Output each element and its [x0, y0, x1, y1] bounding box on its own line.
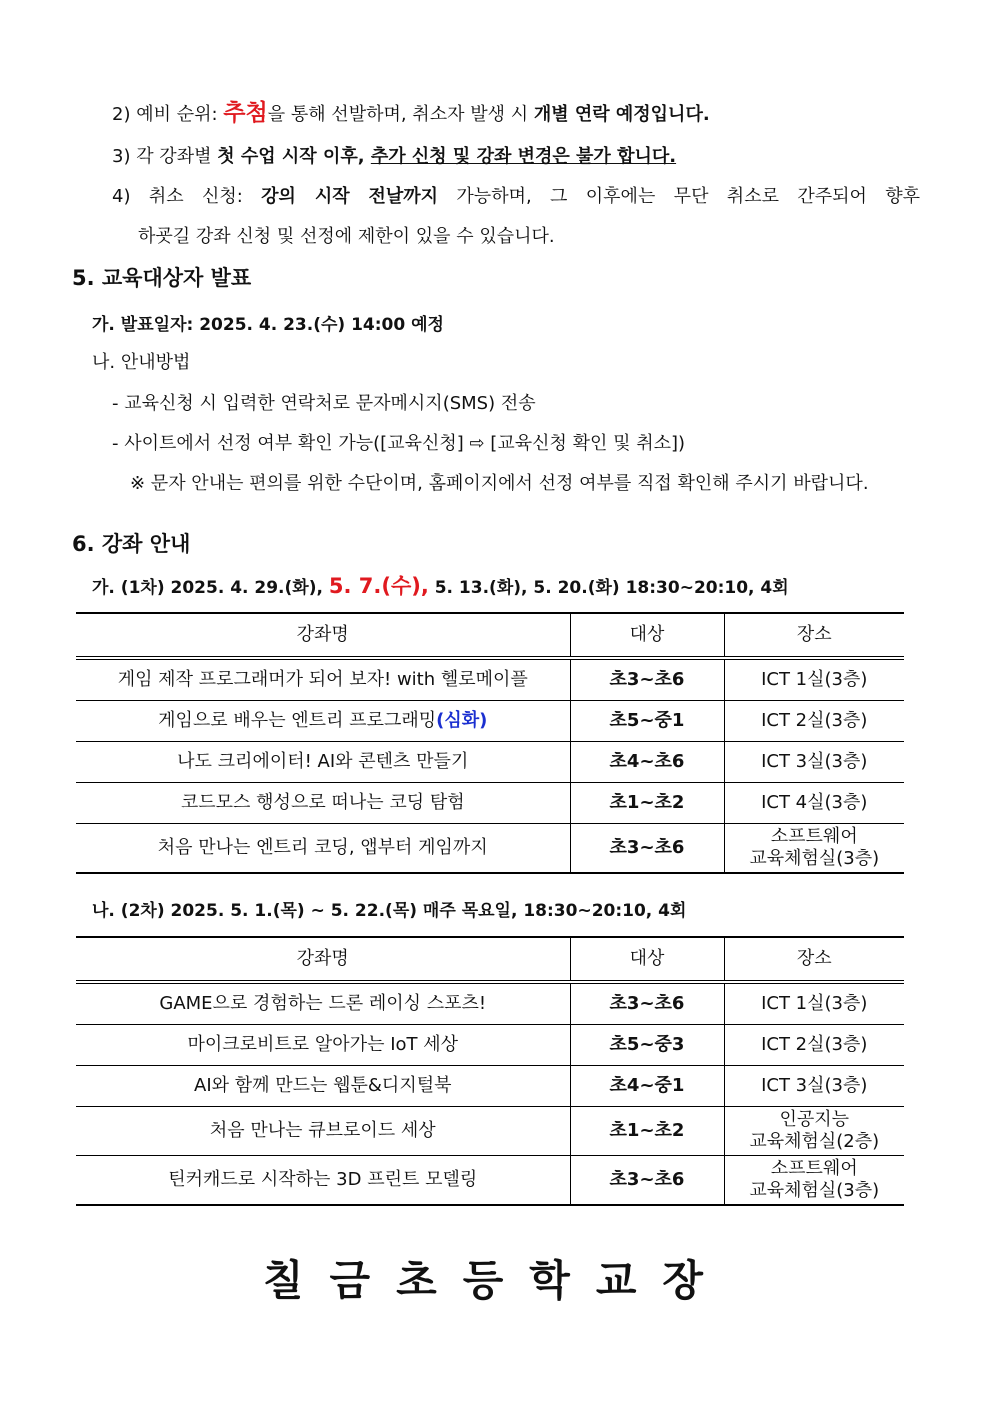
notice-bullet-sms: - 교육신청 시 입력한 연락처로 문자메시지(SMS) 전송 [112, 393, 536, 414]
course-target: 초5~중3 [570, 1025, 724, 1066]
course-target: 초3~초6 [570, 1156, 724, 1206]
course-name: 처음 만나는 엔트리 코딩, 앱부터 게임까지 [76, 824, 570, 874]
table-row [76, 783, 904, 824]
note-3-bold: 첫 수업 시작 이후, [217, 146, 371, 167]
header-target: 대상 [570, 937, 724, 982]
session-1-schedule [92, 570, 789, 600]
course-table-2 [76, 936, 904, 1206]
table-header [76, 937, 904, 982]
note-3-prefix: 3) 각 강좌별 [112, 146, 218, 167]
course-place-line1: 인공지능 [779, 1108, 850, 1130]
table-header [76, 613, 904, 658]
course-target: 초5~중1 [570, 701, 724, 742]
course-name: AI와 함께 만드는 웹툰&디지털북 [76, 1066, 570, 1107]
course-target: 초1~초2 [570, 1107, 724, 1156]
header-course: 강좌명 [76, 613, 570, 658]
course-name: 처음 만나는 큐브로이드 세상 [76, 1107, 570, 1156]
notice-method-title: 나. 안내방법 [92, 352, 191, 373]
course-name: 나도 크리에이터! AI와 콘텐츠 만들기 [76, 742, 570, 783]
course-name: 코드모스 행성으로 떠나는 코딩 탐험 [76, 783, 570, 824]
course-place: ICT 1실(3층) [724, 658, 904, 701]
note-4-bold: 강의 시작 전날까지 [261, 186, 439, 207]
note-3-underline: 추가 신청 및 강좌 변경은 불가 합니다. [370, 146, 677, 167]
note-2 [112, 94, 710, 127]
course-place: ICT 2실(3층) [724, 1025, 904, 1066]
session-1-highlight: 5. 7.(수), [328, 574, 429, 598]
course-place: ICT 3실(3층) [724, 1066, 904, 1107]
table-row [76, 982, 904, 1025]
course-name: GAME으로 경험하는 드론 레이싱 스포츠! [76, 982, 570, 1025]
note-4-line1 [112, 182, 920, 208]
note-2-prefix: 2) 예비 순위: [112, 104, 224, 125]
table-row [76, 824, 904, 874]
header-target: 대상 [570, 613, 724, 658]
course-place-line2: 교육체험실(2층) [749, 1131, 880, 1152]
course-target: 초3~초6 [570, 824, 724, 874]
course-place [724, 824, 904, 874]
course-place: ICT 4실(3층) [724, 783, 904, 824]
course-name: 마이크로비트로 알아가는 IoT 세상 [76, 1025, 570, 1066]
course-name-text: 게임으로 배우는 엔트리 프로그래밍 [158, 709, 437, 731]
course-level-tag: (심화) [436, 709, 488, 731]
header-place: 장소 [724, 613, 904, 658]
course-name: 틴커캐드로 시작하는 3D 프린트 모델링 [76, 1156, 570, 1206]
table-row [76, 701, 904, 742]
note-4-rest: 가능하며, 그 이후에는 무단 취소로 간주되어 향후 [438, 186, 920, 207]
note-3 [112, 142, 676, 168]
table-row [76, 1107, 904, 1156]
course-place-line1: 소프트웨어 [770, 825, 858, 847]
table-row [76, 1066, 904, 1107]
session-1-post: 5. 13.(화), 5. 20.(화) 18:30~20:10, 4회 [428, 578, 789, 598]
header-place: 장소 [724, 937, 904, 982]
note-4-prefix: 4) 취소 신청: [112, 186, 262, 207]
note-2-bold: 개별 연락 예정입니다. [533, 104, 710, 125]
course-place: ICT 2실(3층) [724, 701, 904, 742]
note-2-mid: 을 통해 선발하며, 취소자 발생 시 [267, 104, 534, 125]
course-place [724, 1107, 904, 1156]
note-4-line2: 하굣길 강좌 신청 및 선정에 제한이 있을 수 있습니다. [138, 226, 555, 247]
section-5-title: 5. 교육대상자 발표 [72, 266, 252, 290]
course-target: 초3~초6 [570, 658, 724, 701]
course-place-line1: 소프트웨어 [770, 1157, 858, 1179]
course-place [724, 1156, 904, 1206]
session-1-pre: 가. (1차) 2025. 4. 29.(화), [92, 578, 329, 598]
course-target: 초4~초6 [570, 742, 724, 783]
table-row [76, 1156, 904, 1206]
course-name [76, 701, 570, 742]
course-target: 초1~초2 [570, 783, 724, 824]
course-place-line2: 교육체험실(3층) [749, 1180, 880, 1201]
notice-remark: ※ 문자 안내는 편의를 위한 수단이며, 홈페이지에서 선정 여부를 직접 확인해 주시기 바랍니다. [130, 473, 869, 494]
school-principal-signature: 칠금초등학교장 [262, 1256, 729, 1305]
header-course: 강좌명 [76, 937, 570, 982]
announcement-date: 가. 발표일자: 2025. 4. 23.(수) 14:00 예정 [92, 315, 444, 335]
course-place: ICT 3실(3층) [724, 742, 904, 783]
course-place: ICT 1실(3층) [724, 982, 904, 1025]
course-place-line2: 교육체험실(3층) [749, 848, 880, 869]
course-table-1 [76, 612, 904, 874]
note-2-highlight: 추첨 [223, 100, 268, 126]
course-name: 게임 제작 프로그래머가 되어 보자! with 헬로메이플 [76, 658, 570, 701]
notice-bullet-site: - 사이트에서 선정 여부 확인 가능([교육신청] ⇨ [교육신청 확인 및 취소]) [112, 433, 686, 454]
table-row [76, 658, 904, 701]
session-2-schedule: 나. (2차) 2025. 5. 1.(목) ~ 5. 22.(목) 매주 목요일, 18:30~20:10, 4회 [92, 901, 687, 921]
course-target: 초3~초6 [570, 982, 724, 1025]
table-row [76, 1025, 904, 1066]
course-target: 초4~중1 [570, 1066, 724, 1107]
table-row [76, 742, 904, 783]
section-6-title: 6. 강좌 안내 [72, 532, 191, 556]
